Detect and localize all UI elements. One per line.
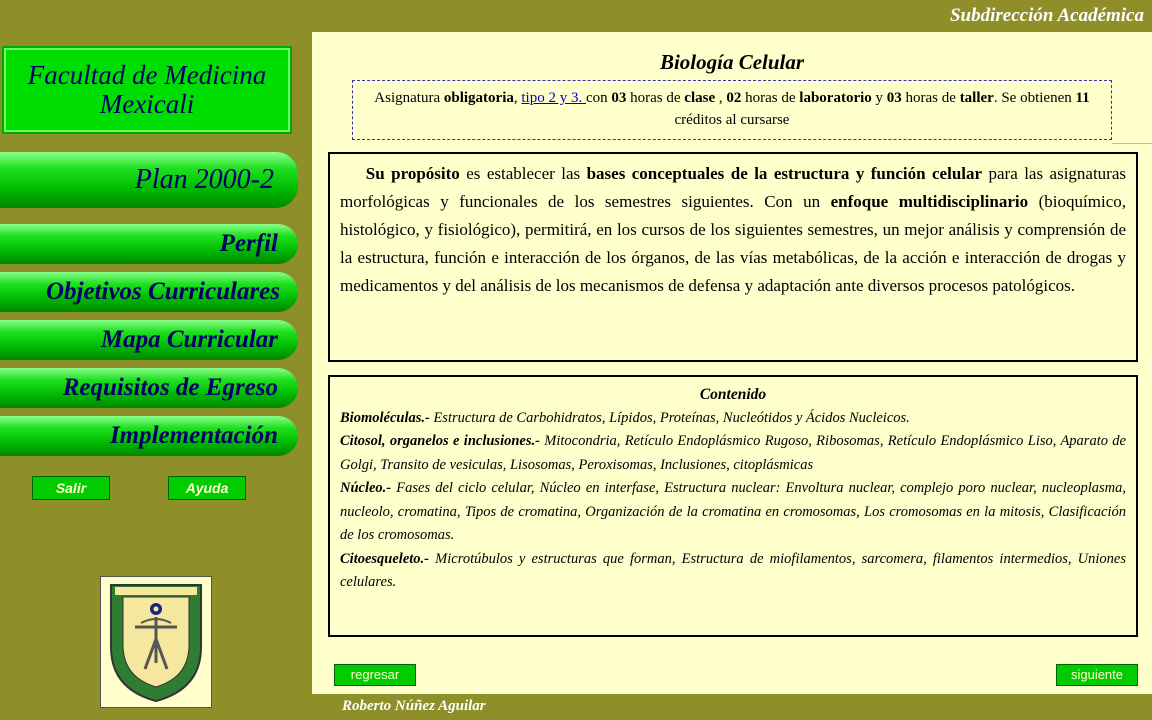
faculty-line2: Mexicali bbox=[99, 89, 195, 119]
info-bold: clase bbox=[684, 90, 716, 106]
nav-objetivos-curriculares[interactable]: Objetivos Curriculares bbox=[0, 272, 298, 312]
info-text: . Se obtienen bbox=[993, 90, 1076, 106]
nav-requisitos-de-egreso[interactable]: Requisitos de Egreso bbox=[0, 368, 298, 408]
header-title: Subdirección Académica bbox=[949, 5, 1144, 26]
purpose-bold: enfoque multidisciplinario bbox=[830, 192, 1029, 211]
contenido-item-text: Fases del ciclo celular, Núcleo en interfase, Estructura nuclear: Envoltura nuclear, complejo poro nuclear, nucleoplasma, nucleolo, cromatina, Tipos de cromatina, Organización de la cromatina en cromosomas, Los cromosomas en la mitosis, Clasificación de los cromosomas. bbox=[340, 480, 1126, 543]
info-text: horas de bbox=[626, 90, 685, 106]
contenido-item bbox=[340, 477, 1126, 548]
course-info bbox=[352, 80, 1112, 140]
purpose-bold: bases conceptuales de la estructura y función celular bbox=[586, 164, 983, 183]
purpose-text: para las asignaturas morfológicas y funcionales de los semestres siguientes. Con un bbox=[340, 164, 1127, 211]
info-bold: obligatoria bbox=[443, 90, 514, 106]
info-text: , bbox=[715, 90, 727, 106]
tipo-link[interactable]: tipo 2 y 3. bbox=[521, 90, 586, 106]
info-bold: laboratorio bbox=[799, 90, 872, 106]
contenido-item-text: Estructura de Carbohidratos, Lípidos, Proteínas, Nucleótidos y Ácidos Nucleicos. bbox=[429, 409, 910, 426]
salir-button[interactable]: Salir bbox=[32, 476, 110, 500]
nav-implementacion[interactable]: Implementación bbox=[0, 416, 298, 456]
footer-author: Roberto Núñez Aguilar bbox=[342, 698, 486, 714]
divider bbox=[1112, 143, 1152, 144]
nav-mapa-curricular[interactable]: Mapa Curricular bbox=[0, 320, 298, 360]
info-text: horas de bbox=[901, 90, 960, 106]
info-bold: 02 bbox=[726, 90, 742, 106]
faculty-line1: Facultad de Medicina bbox=[27, 60, 267, 90]
purpose-text: es establecer las bbox=[459, 164, 587, 183]
purpose-text: (bioquímico, histológico, y fisiológico), permitirá, en los cursos de los siguientes semestres, un mejor análisis y comprensión de la estructura, función e interacción de los órganos, de las vías metabólicas, de la acción e interacción de drogas y medicamentos y del análisis de los mecanismos de defensa y adaptación ante diversos procesos patológicos. bbox=[340, 192, 1126, 295]
contenido-item-head: Biomoléculas.- bbox=[340, 409, 430, 426]
info-bold: 03 bbox=[611, 90, 627, 106]
seal-emblem-icon bbox=[101, 577, 211, 707]
contenido-item-text: Microtúbulos y estructuras que forman, Estructura de miofilamentos, sarcomera, filamentos intermedios, Uniones celulares. bbox=[340, 550, 1126, 590]
contenido-item bbox=[340, 548, 1126, 595]
info-bold: taller bbox=[959, 90, 994, 106]
nav-perfil[interactable]: Perfil bbox=[0, 224, 298, 264]
purpose-bold: Su propósito bbox=[365, 164, 460, 183]
contenido-item-head: Citoesqueleto.- bbox=[340, 550, 430, 567]
siguiente-button[interactable]: siguiente bbox=[1056, 664, 1138, 686]
info-text: Asignatura bbox=[374, 90, 444, 106]
top-band bbox=[312, 0, 1152, 32]
faculty-title[interactable] bbox=[2, 46, 292, 134]
info-text: , bbox=[513, 90, 522, 106]
contenido-item-head: Núcleo.- bbox=[340, 480, 392, 496]
ayuda-button[interactable]: Ayuda bbox=[168, 476, 246, 500]
info-text: horas de bbox=[741, 90, 800, 106]
info-text: con bbox=[585, 90, 612, 106]
contenido-item bbox=[340, 430, 1126, 477]
info-bold: 03 bbox=[886, 90, 902, 106]
nav-plan[interactable]: Plan 2000-2 bbox=[0, 152, 298, 208]
purpose-section bbox=[328, 152, 1138, 362]
info-text: créditos al cursarse bbox=[674, 112, 790, 128]
page-title: Biología Celular bbox=[659, 50, 805, 74]
contenido-item bbox=[340, 407, 1126, 431]
info-text: y bbox=[871, 90, 887, 106]
contenido-title: Contenido bbox=[699, 386, 767, 403]
contenido-item-text: Mitocondria, Retículo Endoplásmico Rugoso, Ribosomas, Retículo Endoplásmico Liso, Aparato de Golgi, Transito de vesiculas, Lisosomas, Peroxisomas, Inclusiones, citoplásmicas bbox=[340, 433, 1126, 473]
info-bold: 11 bbox=[1075, 90, 1090, 106]
university-seal bbox=[100, 576, 212, 708]
contenido-item-head: Citosol, organelos e inclusiones.- bbox=[340, 433, 540, 449]
regresar-button[interactable]: regresar bbox=[334, 664, 416, 686]
contenido-section bbox=[328, 375, 1138, 637]
